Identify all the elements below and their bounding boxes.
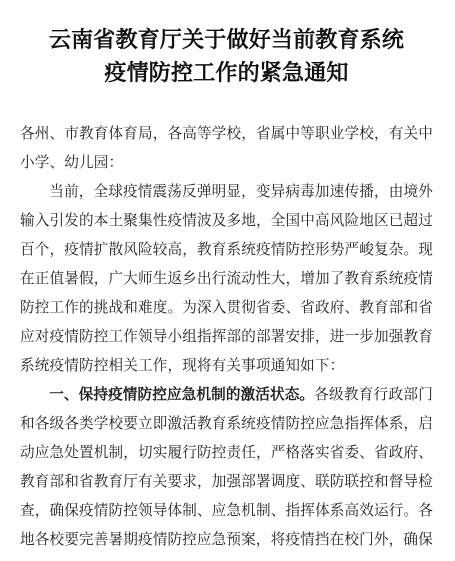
title-line-2: 疫情防控工作的紧急通知 <box>104 61 349 86</box>
salutation: 各州、市教育体育局，各高等学校，省属中等职业学校，有关中小学、幼儿园： <box>20 125 433 171</box>
section-1-paragraph <box>20 380 433 554</box>
title-line-1: 云南省教育厅关于做好当前教育系统 <box>48 28 405 53</box>
document-body <box>20 119 433 554</box>
section-1-body: 各级教育行政部门和各级各类学校要立即激活教育系统疫情防控应急指挥体系，启动应急处置机制，切实履行防控责任，严格落实省委、省政府、教育部和省教育厅有关要求，加强部署调度、联防联控和督导检查，确保疫情防控领导体制、应急机制、指挥体系高效运行。各地各校要完善暑期疫情防控应急预案，将疫情挡在校门外，确保 <box>20 386 433 548</box>
document-title <box>20 26 433 89</box>
section-1-heading: 一、保持疫情防控应急机制的激活状态。 <box>49 386 315 403</box>
intro-paragraph: 当前，全球疫情震荡反弹明显，变异病毒加速传播，由境外输入引发的本土聚集性疫情波及多地，全国中高风险地区已超过百个，疫情扩散风险较高，教育系统疫情防控形势严峻复杂。现在正值暑假，广大师生返乡出行流动性大，增加了教育系统疫情防控工作的挑战和难度。为深入贯彻省委、省政府、教育部和省应对疫情防控工作领导小组指挥部的部署安排，进一步加强教育系统疫情防控相关工作，现将有关事项通知如下： <box>20 183 433 374</box>
